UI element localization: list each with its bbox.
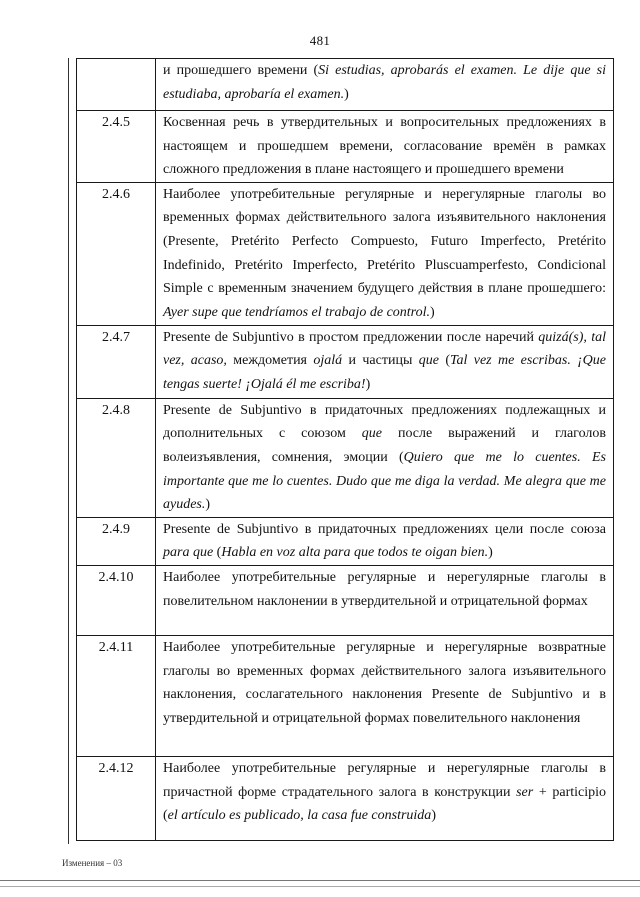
- description-text: (: [438, 353, 450, 369]
- description-text: междометия: [226, 353, 314, 369]
- description-text: ): [344, 86, 349, 102]
- section-description-cell: [156, 182, 614, 325]
- section-number-cell: 2.4.7: [77, 325, 156, 398]
- example-text: para que: [163, 545, 214, 561]
- section-number-cell: 2.4.11: [77, 635, 156, 756]
- section-description-cell: [156, 565, 614, 635]
- table-body: [77, 59, 614, 841]
- section-number-cell: 2.4.10: [77, 565, 156, 635]
- description-text: ): [431, 808, 436, 824]
- description-text: Наиболее употребительные регулярные и нерегулярные глаголы в повелительном наклонении в утвердительной и отрицательной формах: [163, 569, 606, 609]
- scan-edge-line: [0, 880, 640, 881]
- example-text: quizá(s), tal vez, acaso,: [163, 329, 607, 369]
- section-description-cell: [156, 517, 614, 565]
- scan-edge-line-2: [0, 886, 640, 887]
- topics-table: [76, 58, 614, 841]
- example-text: Quiero que me lo cuentes. Es importante que me lo cuentes. Dudo que me diga la verdad. Me alegra que me ayudes.: [163, 449, 606, 513]
- table-row: [77, 517, 614, 565]
- example-text: que: [418, 353, 439, 369]
- description-text: Косвенная речь в утвердительных и вопросительных предложениях в настоящем и прошедшем времени, согласование времён в рамках сложного предложения в плане настоящего и прошедшего времени: [163, 115, 606, 178]
- section-description-cell: [156, 111, 614, 183]
- example-text: Si estudias, aprobarás el examen. Le dije que si estudiaba, aprobaría el examen.: [163, 63, 606, 102]
- description-text: и частицы: [342, 353, 419, 369]
- section-number-cell: 2.4.8: [77, 398, 156, 517]
- example-text: Tal vez me escribas. ¡Que tengas suerte! ¡Ojalá él me escriba!: [163, 353, 606, 392]
- section-number-cell: 2.4.12: [77, 756, 156, 840]
- description-text: Presente de Subjuntivo в простом предложении после наречий: [163, 329, 539, 345]
- table-row: [77, 398, 614, 517]
- section-description-cell: [156, 635, 614, 756]
- description-text: Presente de Subjuntivo в придаточных предложениях подлежащных и дополнительных с союзом: [163, 402, 606, 442]
- description-text: и прошедшего времени (: [163, 63, 319, 78]
- table-row: [77, 565, 614, 635]
- section-description-cell: [156, 59, 614, 111]
- section-number-cell: 2.4.6: [77, 182, 156, 325]
- page-number: 481: [309, 33, 331, 48]
- description-text: + participio (: [163, 784, 607, 824]
- footer-revision-note: Изменения – 03: [62, 858, 123, 868]
- description-text: (: [213, 545, 222, 561]
- description-text: ): [365, 376, 371, 392]
- description-text: Наиболее употребительные регулярные и нерегулярные глаголы во временных формах действительного залога изъявительного наклонения (Presente, Pretérito Perfecto Compuesto, Futuro Imperfecto, Pretérito Indefinido, Pretérito Imperfecto, Pretérito Pluscuamperfesto, Condicional Simple с временным значением будущего действия в плане прошедшего:: [163, 186, 606, 297]
- example-text: que: [361, 426, 382, 442]
- section-description-cell: [156, 756, 614, 840]
- description-text: ): [205, 497, 211, 513]
- example-text: ojalá: [313, 353, 343, 369]
- description-text: ): [430, 304, 435, 320]
- section-number-cell: [77, 59, 156, 111]
- table-row: [77, 756, 614, 840]
- table-row: [77, 111, 614, 183]
- description-text: после выражений и глаголов волеизъявления, сомнения, эмоции (: [163, 426, 606, 465]
- description-text: ): [488, 545, 493, 561]
- description-text: Наиболее употребительные регулярные и нерегулярные глаголы в причастной форме страдательного залога в конструкции: [163, 760, 606, 800]
- table-row: [77, 182, 614, 325]
- description-text: Presente de Subjuntivo в придаточных предложениях цели после союза: [163, 521, 606, 537]
- margin-rule: [68, 58, 69, 844]
- section-description-cell: [156, 325, 614, 398]
- table-row: [77, 325, 614, 398]
- section-description-cell: [156, 398, 614, 517]
- example-text: ser: [516, 784, 534, 800]
- example-text: Ayer supe que tendríamos el trabajo de control.: [163, 304, 430, 320]
- example-text: el artículo es publicado, la casa fue construida: [167, 808, 432, 824]
- description-text: Наиболее употребительные регулярные и нерегулярные возвратные глаголы во временных формах действительного залога изъявительного наклонения, сослагательного наклонения Presente de Subjuntivo и в утвердительной и отрицательной формах повелительного наклонения: [163, 639, 606, 726]
- table-row: [77, 635, 614, 756]
- table-row: [77, 59, 614, 111]
- example-text: Habla en voz alta para que todos te oigan bien.: [221, 545, 489, 561]
- section-number-cell: 2.4.9: [77, 517, 156, 565]
- section-number-cell: 2.4.5: [77, 111, 156, 183]
